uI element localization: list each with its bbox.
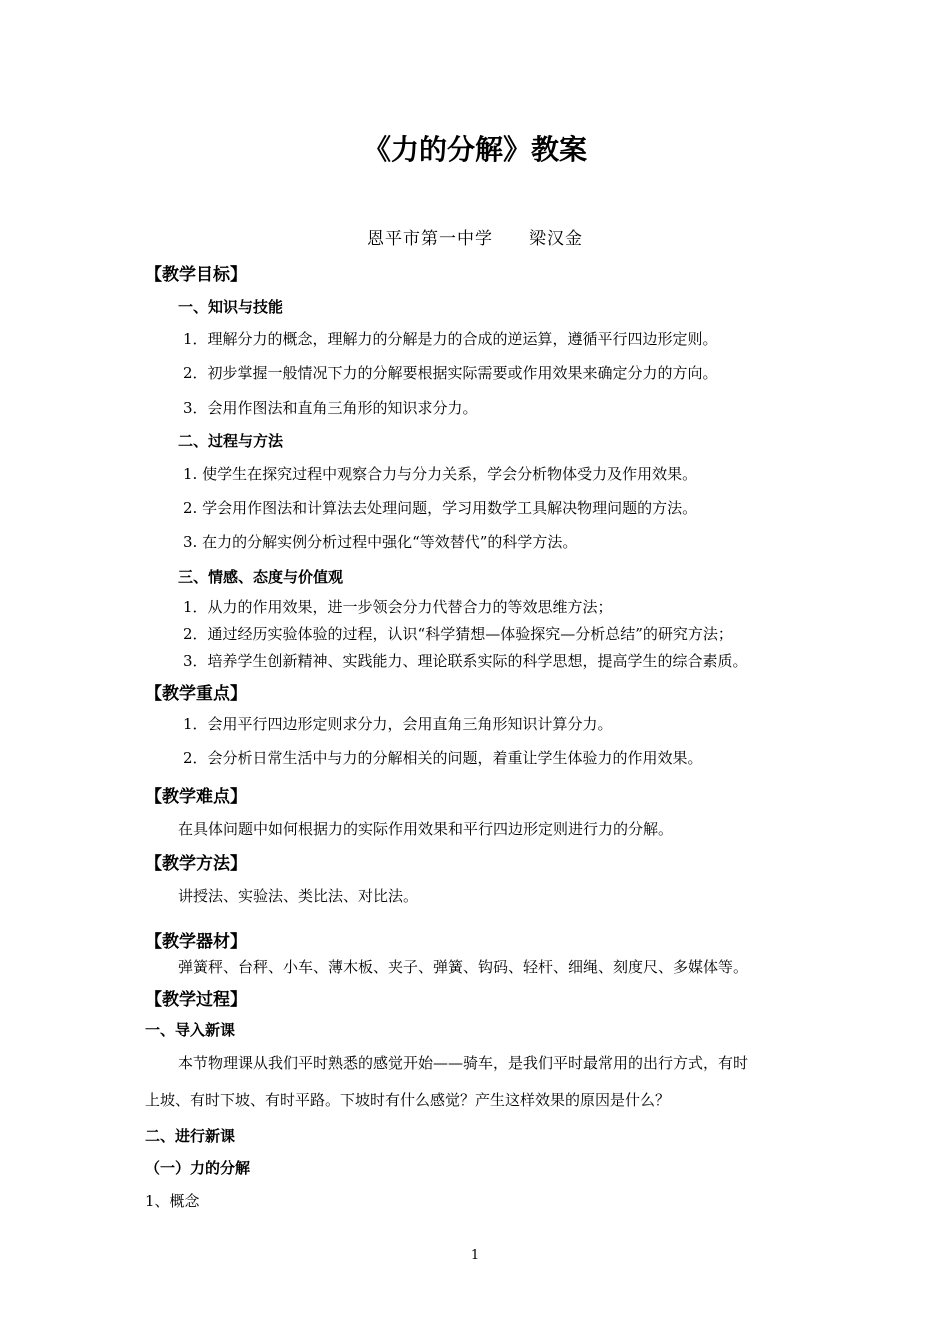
goals-knowledge-item: 3．会用作图法和直角三角形的知识求分力。 [183, 399, 478, 417]
difficulty-text: 在具体问题中如何根据力的实际作用效果和平行四边形定则进行力的分解。 [178, 820, 674, 838]
section-method-heading: 【教学方法】 [145, 854, 247, 874]
process-new-heading: 二、进行新课 [145, 1127, 236, 1145]
process-subheading: （一）力的分解 [145, 1159, 251, 1177]
goals-process-heading: 二、过程与方法 [178, 432, 284, 450]
process-item: 1、概念 [145, 1192, 200, 1210]
key-item: 1．会用平行四边形定则求分力，会用直角三角形知识计算分力。 [183, 715, 613, 733]
goals-emotion-item: 1．从力的作用效果，进一步领会分力代替合力的等效思维方法； [183, 598, 613, 616]
equipment-text: 弹簧秤、台秤、小车、薄木板、夹子、弹簧、钩码、轻杆、细绳、刻度尺、多媒体等。 [178, 958, 749, 976]
goals-knowledge-item: 2．初步掌握一般情况下力的分解要根据实际需要或作用效果来确定分力的方向。 [183, 364, 718, 382]
section-goals-heading: 【教学目标】 [145, 265, 247, 285]
process-intro-line: 本节物理课从我们平时熟悉的感觉开始——骑车，是我们平时最常用的出行方式，有时 [178, 1054, 749, 1072]
goals-emotion-item: 2．通过经历实验体验的过程，认识“科学猜想—体验探究—分析总结”的研究方法； [183, 625, 733, 643]
process-intro-line: 上坡、有时下坡、有时平路。下坡时有什么感觉？产生这样效果的原因是什么？ [145, 1091, 671, 1109]
goals-emotion-heading: 三、情感、态度与价值观 [178, 568, 344, 586]
key-item: 2．会分析日常生活中与力的分解相关的问题，着重让学生体验力的作用效果。 [183, 749, 703, 767]
page-number: 1 [470, 1248, 480, 1263]
goals-knowledge-item: 1．理解分力的概念，理解力的分解是力的合成的逆运算，遵循平行四边形定则。 [183, 330, 718, 348]
section-equipment-heading: 【教学器材】 [145, 932, 247, 952]
goals-process-item: 2. 学会用作图法和计算法去处理问题，学习用数学工具解决物理问题的方法。 [183, 499, 698, 517]
goals-emotion-item: 3．培养学生创新精神、实践能力、理论联系实际的科学思想，提高学生的综合素质。 [183, 652, 748, 670]
goals-knowledge-heading: 一、知识与技能 [178, 298, 284, 316]
author-line: 恩平市第一中学 梁汉金 [367, 229, 583, 249]
process-intro-heading: 一、导入新课 [145, 1021, 236, 1039]
goals-process-item: 1. 使学生在探究过程中观察合力与分力关系，学会分析物体受力及作用效果。 [183, 465, 698, 483]
section-key-heading: 【教学重点】 [145, 684, 247, 704]
section-process-heading: 【教学过程】 [145, 990, 247, 1010]
method-text: 讲授法、实验法、类比法、对比法。 [178, 887, 419, 905]
goals-process-item: 3. 在力的分解实例分析过程中强化“等效替代”的科学方法。 [183, 533, 578, 551]
section-difficulty-heading: 【教学难点】 [145, 787, 247, 807]
document-title: 《力的分解》教案 [362, 133, 587, 166]
